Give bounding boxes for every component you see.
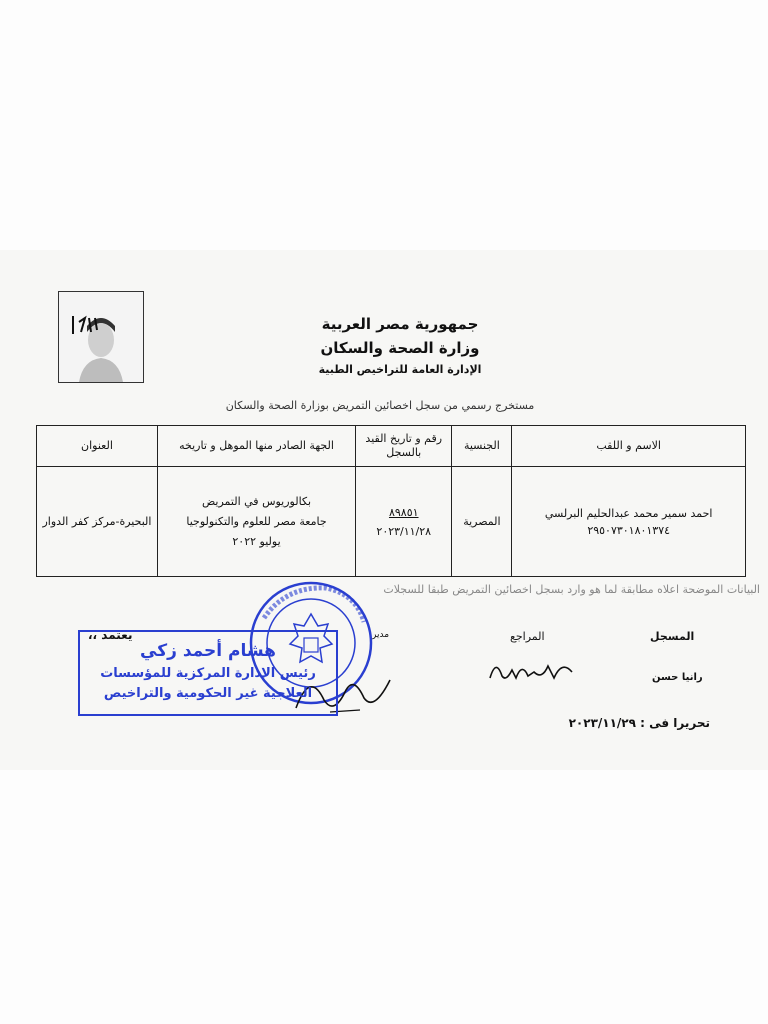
table-header-row — [37, 426, 746, 467]
cell-qualification — [157, 467, 355, 577]
header-registration: رقم و تاريخ القيد بالسجل — [356, 426, 452, 467]
registrar-label: المسجل — [650, 630, 695, 643]
holder-photo — [58, 291, 144, 383]
header-nationality: الجنسية — [452, 426, 512, 467]
cell-nationality: المصرية — [452, 467, 512, 577]
holder-national-id: ٢٩٥٠٧٣٠١٨٠١٣٧٤ — [587, 523, 671, 537]
reviewer-label: المراجع — [510, 630, 545, 643]
header-address: العنوان — [37, 426, 158, 467]
approval-label: يعتمد ،، — [88, 628, 133, 642]
registration-number: ٨٩٨٥١ — [388, 505, 419, 519]
header-qualification: الجهة الصادر منها الموهل و تاريخه — [157, 426, 355, 467]
header-republic: جمهورية مصر العربية — [321, 315, 479, 333]
issue-date: تحريرا فى : ٢٠٢٣/١١/٢٩ — [568, 716, 710, 730]
table-row — [37, 467, 746, 577]
header-department: الإدارة العامة للتراخيص الطبية — [318, 363, 482, 376]
registrar-name: رانيا حسن — [652, 672, 703, 683]
header-ministry: وزارة الصحة والسكان — [320, 339, 480, 357]
reviewer-signature — [486, 652, 576, 686]
cell-registration — [356, 467, 452, 577]
document-header — [250, 312, 550, 380]
director-label: مدير — [372, 630, 390, 640]
verification-note: البيانات الموضحة اعلاه مطابقة لما هو وارد بسجل اخصائين التمريض طبقا للسجلات — [383, 583, 760, 596]
qualification-degree: بكالوريوس في التمريض — [201, 494, 312, 508]
stamp-title-2: العلاجية غير الحكومية والتراخيص — [103, 686, 313, 701]
stamp-name: هشام أحمد زكي — [140, 641, 276, 661]
registration-date: ٢٠٢٣/١١/٢٨ — [376, 524, 432, 538]
cell-name — [512, 467, 746, 577]
document-subtitle: مستخرج رسمي من سجل اخصائين التمريض بوزارة الصحة والسكان — [225, 399, 535, 412]
qualification-date: يوليو ٢٠٢٢ — [232, 534, 281, 548]
cell-address: البحيرة-مركز كفر الدوار — [37, 467, 158, 577]
holder-name: احمد سمير محمد عبدالحليم البرلسي — [544, 506, 713, 520]
official-stamp — [78, 630, 338, 716]
header-name: الاسم و اللقب — [512, 426, 746, 467]
qualification-university: جامعة مصر للعلوم والتكنولوجيا — [186, 514, 327, 528]
registry-table — [36, 425, 746, 577]
stamp-title-1: رئيس الإدارة المركزية للمؤسسات — [100, 666, 316, 681]
